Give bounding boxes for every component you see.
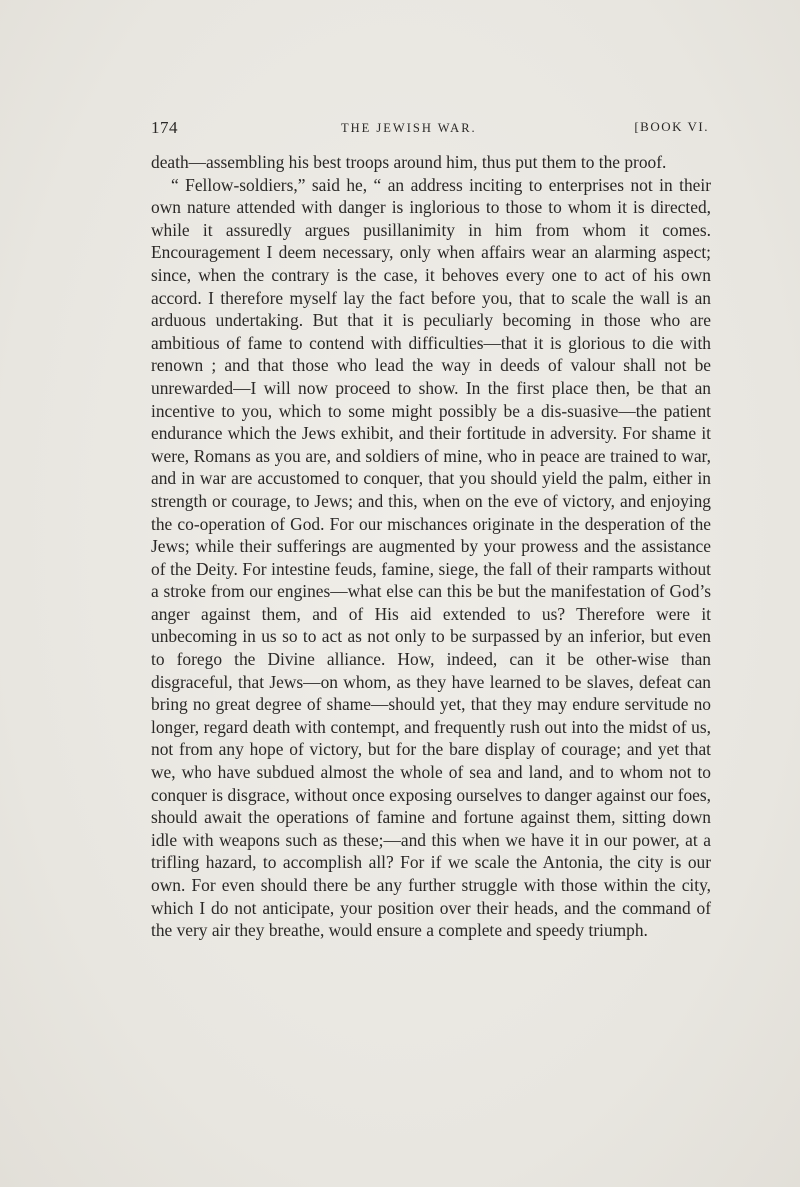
running-title: THE JEWISH WAR. (341, 121, 477, 135)
book-reference: [BOOK VI. (634, 119, 709, 134)
paragraph-continuation: death—assembling his best troops around him, thus put them to the proof. (151, 152, 667, 172)
paragraph-speech: “ Fellow-soldiers,” said he, “ an address inciting to enterprises not in their own nature attended with danger is inglorious to those to whom it is directed, while it assuredly argues pusillanimity in him from whom it comes. Encouragement I deem necessary, only when affairs wear an alarming aspect; since, when the contrary is the case, it behoves every one to act of his own accord. I therefore myself lay the fact before you, that to scale the wall is an arduous undertaking. But that it is peculiarly becoming in those who are ambitious of fame to contend with difficulties—that it is glorious to die with renown ; and that those who lead the way in deeds of valour shall not be unrewarded—I will now proceed to show. In the first place then, be that an incentive to you, which to some might possibly be a dis-suasive—the patient endurance which the Jews exhibit, and their fortitude in adversity. For shame it were, Romans as you are, and soldiers of mine, who in peace are trained to war, and in war are accustomed to conquer, that you should yield the palm, either in strength or courage, to Jews; and this, when on the eve of victory, and enjoying the co-operation of God. For our mischances originate in the desperation of the Jews; while their sufferings are augmented by your prowess and the assistance of the Deity. For intestine feuds, famine, siege, the fall of their ramparts without a stroke from our engines—what else can this be but the manifestation of God’s anger against them, and of His aid extended to us? Therefore were it unbecoming in us so to act as not only to be surpassed by an inferior, but even to forego the Divine alliance. How, indeed, can it be other-wise than disgraceful, that Jews—on whom, as they have learned to be slaves, defeat can bring no great degree of shame—should yet, that they may endure servitude no longer, regard death with contempt, and frequently rush out into the midst of us, not from any hope of victory, but for the bare display of courage; and yet that we, who have subdued almost the whole of sea and land, and to whom not to conquer is disgrace, without once exposing ourselves to danger against our foes, should await the operations of famine and fortune against them, sitting down idle with weapons such as these;—and this when we have it in our power, at a trifling hazard, to accomplish all? For if we scale the Antonia, the city is our own. For even should there be any further struggle with those within the city, which I do not anticipate, your position over their heads, and the command of the very air they breathe, would ensure a complete and speedy triumph. (151, 174, 711, 941)
page-number: 174 (151, 118, 178, 137)
running-header (151, 118, 709, 140)
body-text (151, 151, 711, 942)
